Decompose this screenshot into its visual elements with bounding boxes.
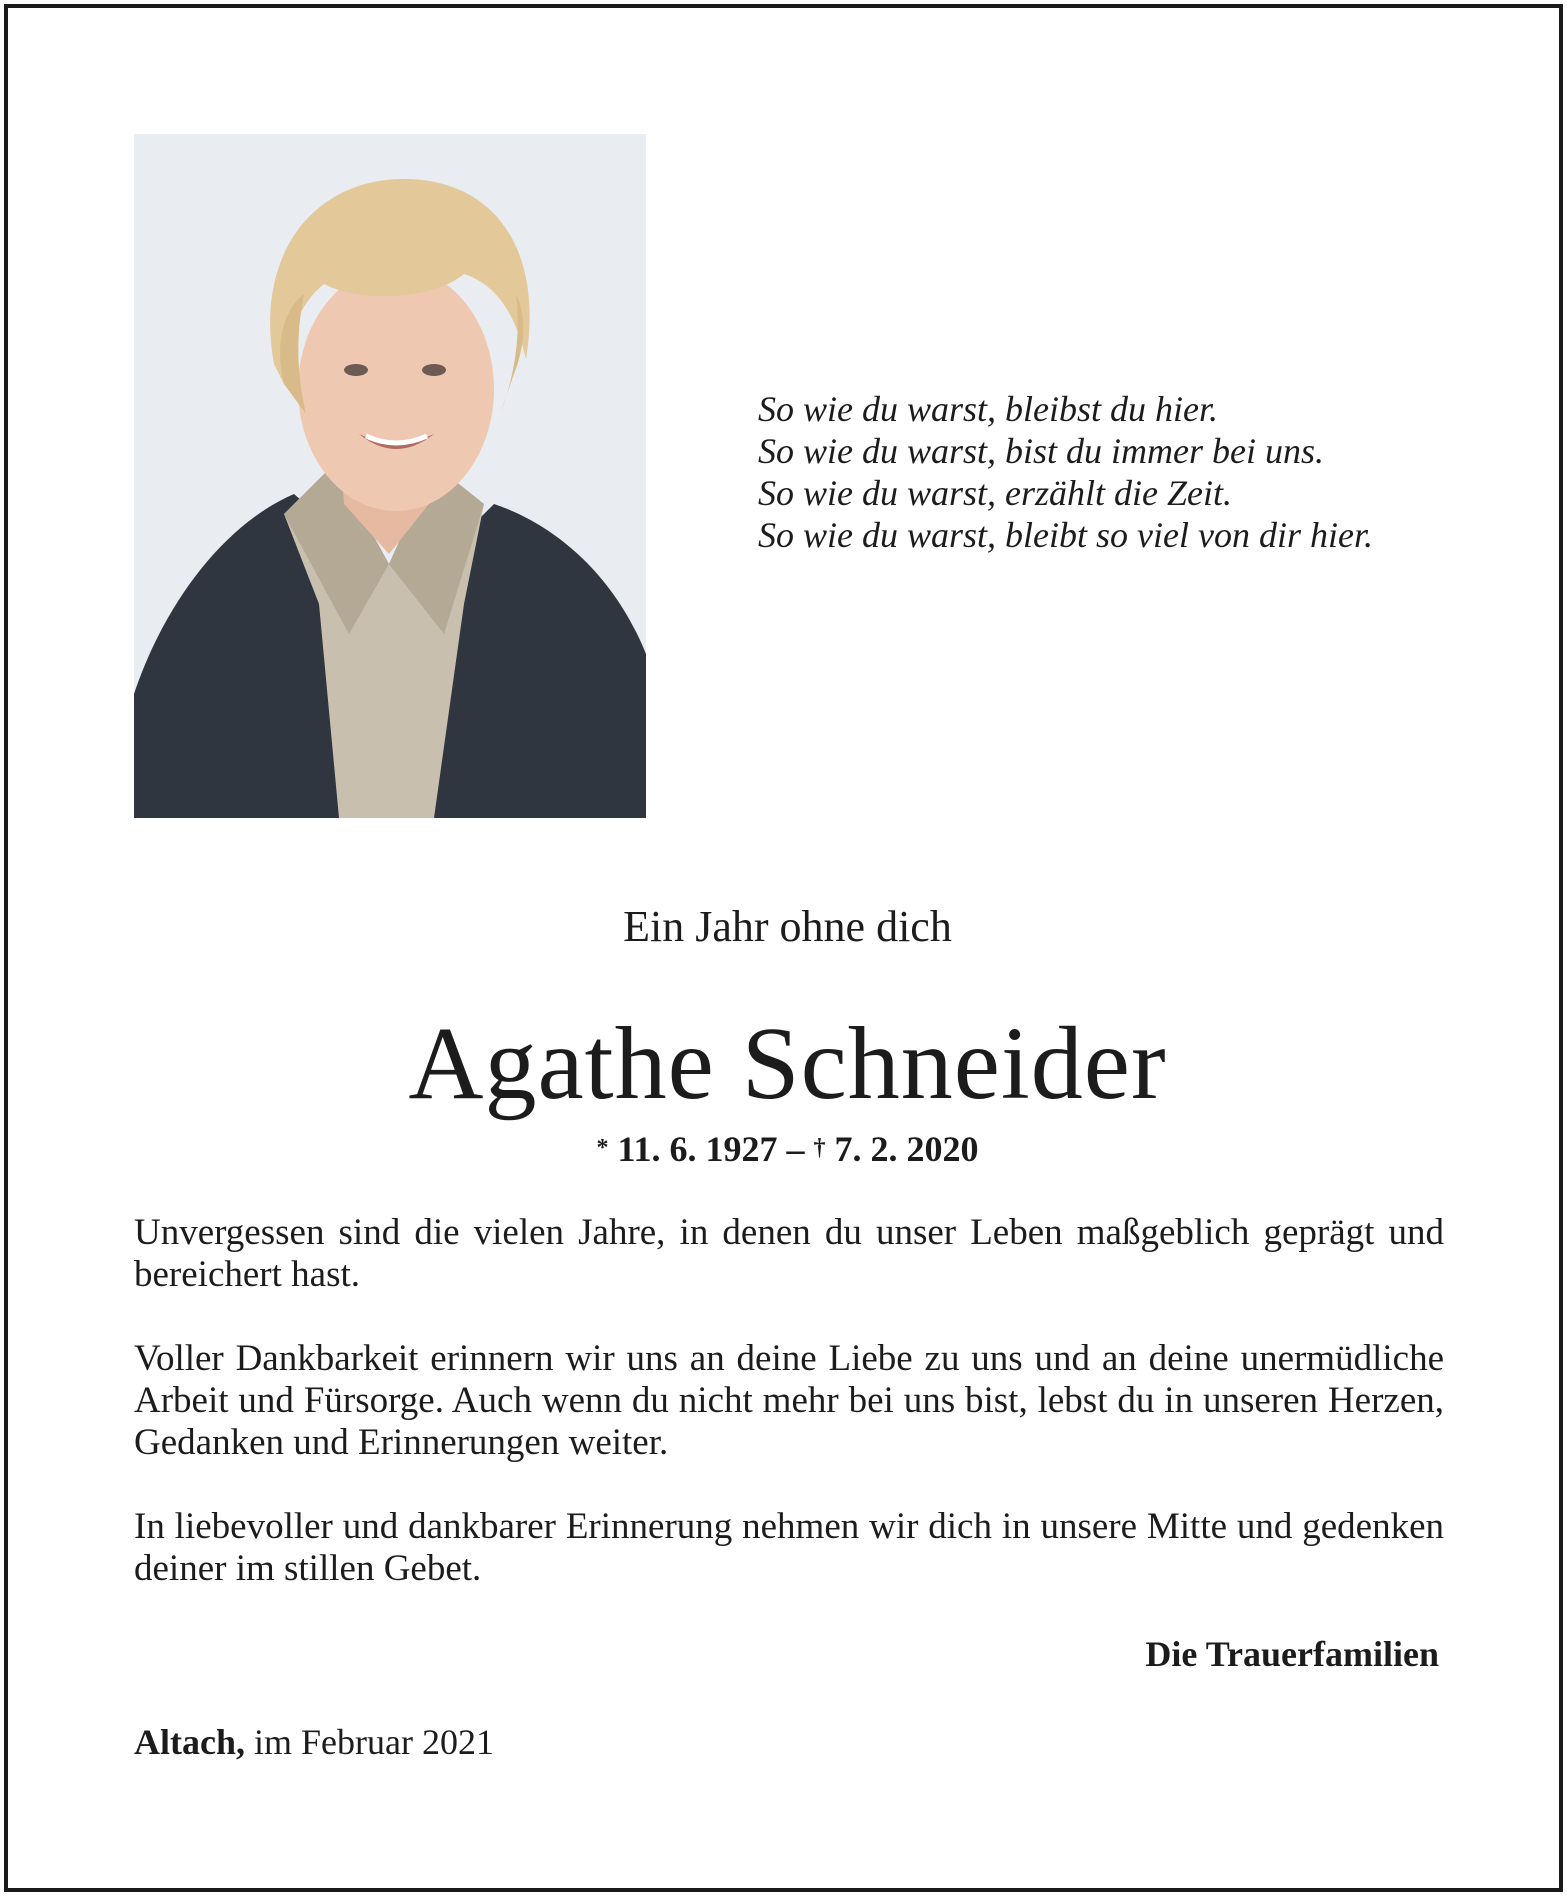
paragraph: Voller Dankbarkeit erinnern wir uns an deine Liebe zu uns und an deine unermüdliche Arbeit und Fürsorge. Auch wenn du nicht mehr bei uns bist, lebst du in unseren Herzen, Gedanken und Erinnerungen weiter.	[134, 1338, 1444, 1463]
portrait-illustration	[134, 134, 646, 818]
paragraph: In liebevoller und dankbarer Erinnerung nehmen wir dich in unsere Mitte und gedenken deiner im stillen Gebet.	[134, 1506, 1444, 1589]
death-symbol: †	[813, 1135, 826, 1161]
poem	[758, 388, 1373, 556]
birth-date: 11. 6. 1927	[617, 1129, 778, 1169]
death-date: 7. 2. 2020	[834, 1129, 979, 1169]
intro-heading: Ein Jahr ohne dich	[623, 902, 952, 951]
place-date-line	[134, 1721, 494, 1763]
portrait-photo	[134, 134, 646, 818]
poem-line: So wie du warst, bleibt so viel von dir hier.	[758, 515, 1373, 555]
obituary-card	[4, 4, 1563, 1892]
place-town: Altach,	[134, 1722, 245, 1762]
date-separator: –	[777, 1129, 814, 1169]
paragraph: Unvergessen sind die vielen Jahre, in denen du unser Leben maßgeblich geprägt und bereichert hast.	[134, 1212, 1444, 1295]
deceased-name: Agathe Schneider	[408, 1006, 1167, 1121]
poem-line: So wie du warst, bist du immer bei uns.	[758, 431, 1325, 471]
poem-line: So wie du warst, bleibst du hier.	[758, 389, 1219, 429]
place-date: im Februar 2021	[245, 1722, 494, 1762]
birth-symbol: *	[596, 1135, 609, 1161]
poem-line: So wie du warst, erzählt die Zeit.	[758, 473, 1233, 513]
life-dates	[8, 1128, 1567, 1175]
signature: Die Trauerfamilien	[1145, 1634, 1439, 1674]
